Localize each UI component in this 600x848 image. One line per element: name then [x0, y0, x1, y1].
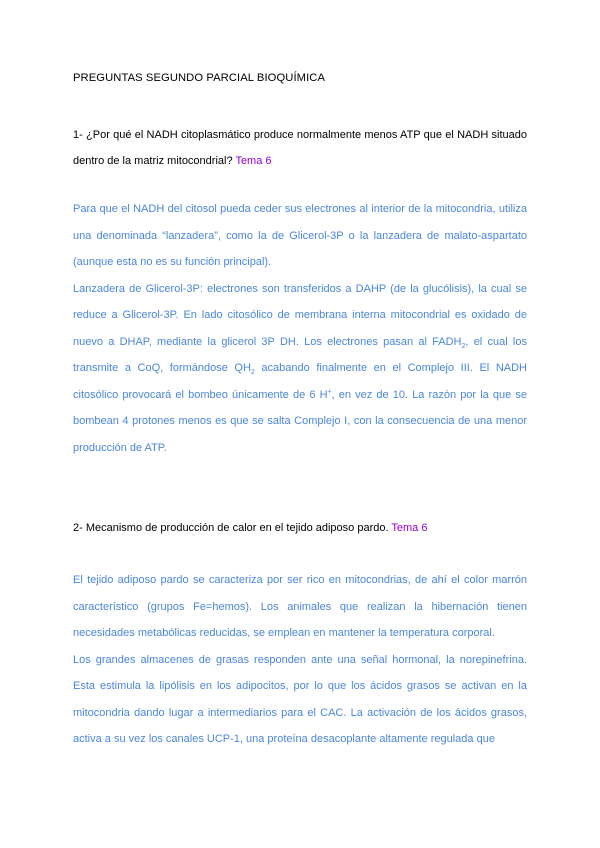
- answer-1-paragraph-2: [73, 276, 527, 462]
- answer-1-p2-part-c: acabando finalmente en el Complejo III. El NADH citosólico provocará el bombeo únicamente de 6 H: [73, 362, 527, 401]
- answer-2-paragraph-1: El tejido adiposo pardo se caracteriza por ser rico en mitocondrias, de ahí el color marrón característico (grupos Fe=hemos). Los animales que realizan la hibernación tienen necesidades metabólicas reducidas, se emplean en mantener la temperatura corporal.: [73, 574, 527, 639]
- answer-1-p2-part-a: Lanzadera de Glicerol-3P: electrones son transferidos a DAHP (de la glucólisis), la cual se reduce a Glicerol-3P. En lado citosólico de membrana interna mitocondrial es oxidado de nuevo a DHAP, mediante la glicerol 3P DH. Los electrones pasan al FADH: [73, 282, 527, 348]
- question-1: [73, 122, 527, 174]
- answer-2: [73, 567, 527, 753]
- answer-2-paragraph-2: Los grandes almacenes de grasas responden ante una señal hormonal, la norepinefrina. Esta estimula la lipólisis en los adipocitos, por lo que los ácidos grasos se activan en la mitocondria dando lugar a intermediarios para el CAC. La activación de los ácidos grasos, activa a su vez los canales UCP-1, una proteína desacoplante altamente regulada que: [73, 653, 527, 745]
- answer-1-p2-part-b: , el cual los transmite a CoQ, formándose QH: [73, 335, 527, 374]
- proton-superscript: +: [327, 387, 332, 395]
- answer-1-paragraph-1: Para que el NADH del citosol pueda ceder sus electrones al interior de la mitocondria, utiliza una denominada “lanzadera”, como la de Glicerol-3P o la lanzadera de malato-aspartato (aunque esta no es su función principal).: [73, 203, 527, 268]
- document-title: PREGUNTAS SEGUNDO PARCIAL BIOQUÍMICA: [73, 72, 326, 84]
- question-1-text: 1- ¿Por qué el NADH citoplasmático produce normalmente menos ATP que el NADH situado dentro de la matriz mitocondrial?: [73, 129, 527, 167]
- question-2-text: 2- Mecanismo de producción de calor en el tejido adiposo pardo.: [73, 522, 389, 534]
- answer-1: [73, 196, 527, 461]
- answer-1-p2-part-d: , en vez de 10. La razón por la que se bombean 4 protones menos es que se salta Complejo I, con la consecuencia de una menor producción de ATP.: [73, 388, 528, 454]
- question-1-tag: Tema 6: [235, 155, 272, 167]
- question-2-tag: Tema 6: [391, 522, 428, 534]
- qh-subscript: 2: [250, 369, 255, 377]
- fadh-subscript: 2: [461, 342, 466, 350]
- question-2: [73, 515, 527, 541]
